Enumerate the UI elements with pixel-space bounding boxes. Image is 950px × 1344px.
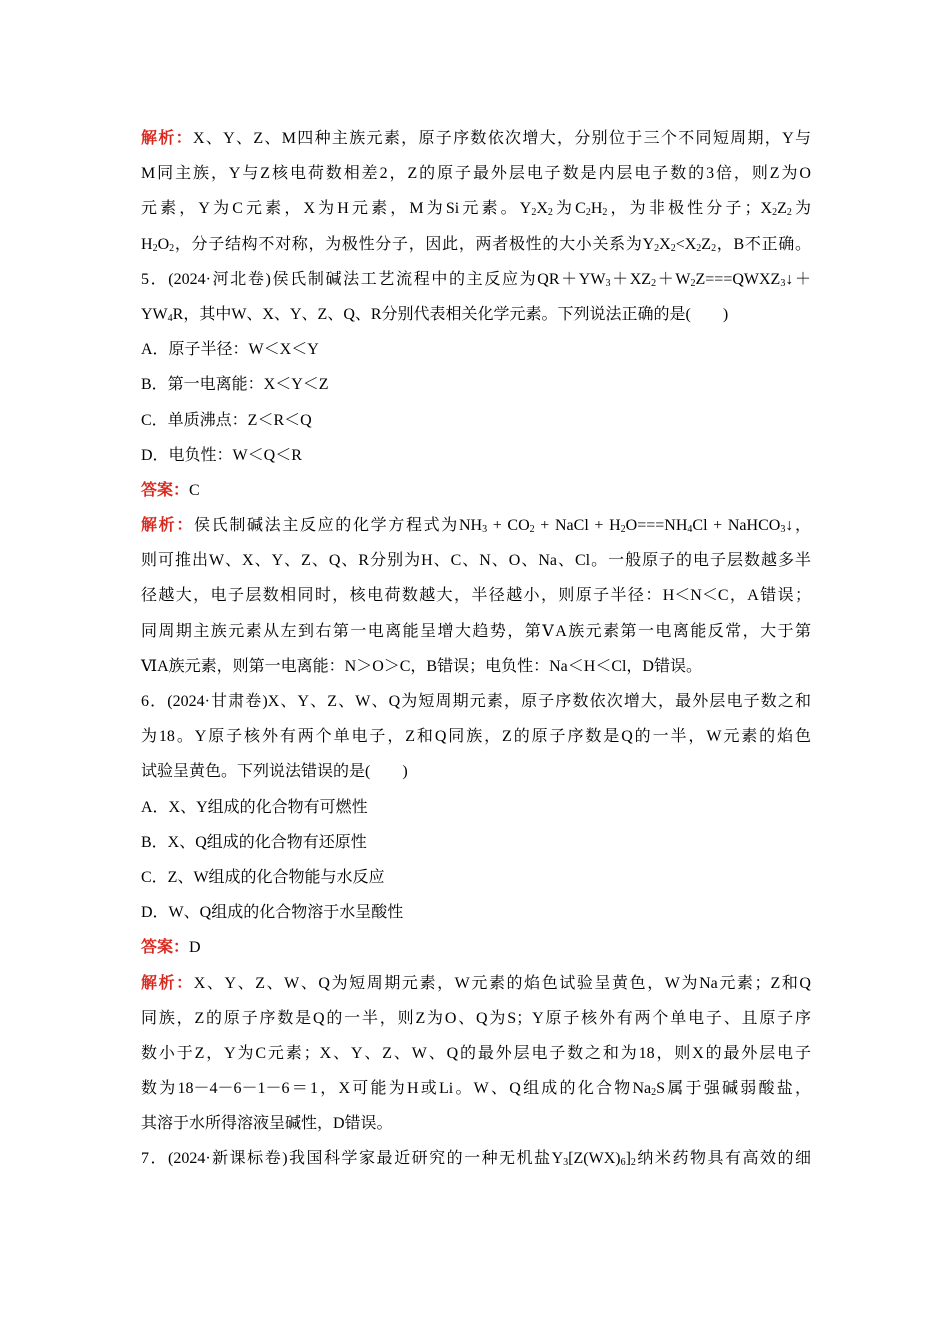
q5-stem-line-2: $YW_4R$，其中W、X、Y、Z、Q、R分别代表相关化学元素。下列说法正确的是( ) (141, 305, 729, 324)
q6-option-b: B．X、Q组成的化合物有还原性 (141, 833, 367, 851)
q5-analysis-line-2: 则可推出W、X、Y、Z、Q、R分别为H、C、N、O、Na、Cl。一般原子的电子层数越多半 (141, 552, 811, 570)
q4-analysis-line-2: M同主族，Y与Z核电荷数相差2，Z的原子最外层电子数是内层电子数的3倍，则Z为O (141, 165, 811, 183)
q5-analysis-line-5: ⅥA族元素，则第一电离能：N＞O＞C，B错误；电负性：Na＜H＜Cl，D错误。 (141, 657, 702, 675)
q6-option-a: A．X、Y组成的化合物有可燃性 (141, 798, 368, 816)
answer-label: 答案： (141, 481, 190, 499)
q4-analysis-line-3: 元素，Y为C元素，X为H元素，M为Si元素。$Y_2X_2$为$C_2H_2$，为非极性分子；$X_2Z_2$为 (141, 200, 811, 219)
q5-option-c: C．单质沸点：Z＜R＜Q (141, 411, 312, 429)
q5-analysis-line-3: 径越大，电子层数相同时，核电荷数越大，半径越小，则原子半径：H＜N＜C，A错误； (141, 587, 811, 605)
q7-stem-line-1: 7．(2024·新课标卷)我国科学家最近研究的一种无机盐$Y_3[Z(WX)_6]_2$纳米药物具有高效的细 (141, 1150, 811, 1169)
q5-answer (141, 473, 811, 508)
answer-label: 答案： (141, 939, 190, 957)
document-page (141, 121, 811, 1177)
q5-analysis-line-1: 解析：侯氏制碱法主反应的化学方程式为$NH_3 + CO_2$ + NaCl + $H_2O===NH_4Cl$ + NaHCO$_3$↓， (141, 517, 811, 536)
q5-option-b: B．第一电离能：X＜Y＜Z (141, 376, 329, 394)
q6-stem-line-1: 6．(2024·甘肃卷)X、Y、Z、W、Q为短周期元素，原子序数依次增大，最外层电子数之和 (141, 693, 811, 710)
q6-answer-value: D (189, 939, 201, 957)
q6-option-d: D．W、Q组成的化合物溶于水呈酸性 (141, 904, 404, 922)
q6-answer (141, 930, 811, 965)
q4-analysis-line-4: $H_2O_2$，分子结构不对称，为极性分子，因此，两者极性的大小关系为$Y_2X_2<X_2Z_2$，B不正确。 (141, 235, 811, 254)
q6-stem-line-3: 试验呈黄色。下列说法错误的是( ) (141, 763, 408, 781)
q5-option-d: D．电负性：W＜Q＜R (141, 446, 302, 464)
q4-analysis-line-1: 解析：X、Y、Z、M四种主族元素，原子序数依次增大，分别位于三个不同短周期，Y与 (141, 130, 811, 147)
q5-answer-value: C (189, 481, 200, 499)
q5-analysis-line-4: 同周期主族元素从左到右第一电离能呈增大趋势，第ⅤA族元素第一电离能反常，大于第 (141, 622, 811, 640)
q6-analysis-line-2: 同族，Z的原子序数是Q的一半，则Z为O、Q为S；Y原子核外有两个单电子、且原子序 (141, 1009, 811, 1027)
analysis-label: 解析： (141, 974, 194, 992)
q6-analysis-line-1: 解析：X、Y、Z、W、Q为短周期元素，W元素的焰色试验呈黄色，W为Na元素；Z和Q (141, 974, 811, 992)
q6-stem-line-2: 为18。Y原子核外有两个单电子，Z和Q同族，Z的原子序数是Q的一半，W元素的焰色 (141, 728, 811, 746)
q5-option-a: A．原子半径：W＜X＜Y (141, 341, 319, 359)
q6-option-c: C．Z、W组成的化合物能与水反应 (141, 868, 385, 886)
q6-analysis-line-5: 其溶于水所得溶液呈碱性，D错误。 (141, 1115, 393, 1133)
analysis-label: 解析： (141, 130, 193, 147)
q6-analysis-line-4: 数为18－4－6－1－6＝1，X可能为H或Li。W、Q组成的化合物$Na_2S$属于强碱弱酸盐， (141, 1080, 811, 1099)
q6-analysis-line-3: 数小于Z，Y为C元素；X、Y、Z、W、Q的最外层电子数之和为18，则X的最外层电子 (141, 1044, 811, 1062)
analysis-label: 解析： (141, 517, 194, 535)
q5-stem-line-1: 5．(2024·河北卷)侯氏制碱法工艺流程中的主反应为$QR+YW_3+XZ_2+W_2Z===QWXZ_3↓+$ (141, 270, 811, 289)
